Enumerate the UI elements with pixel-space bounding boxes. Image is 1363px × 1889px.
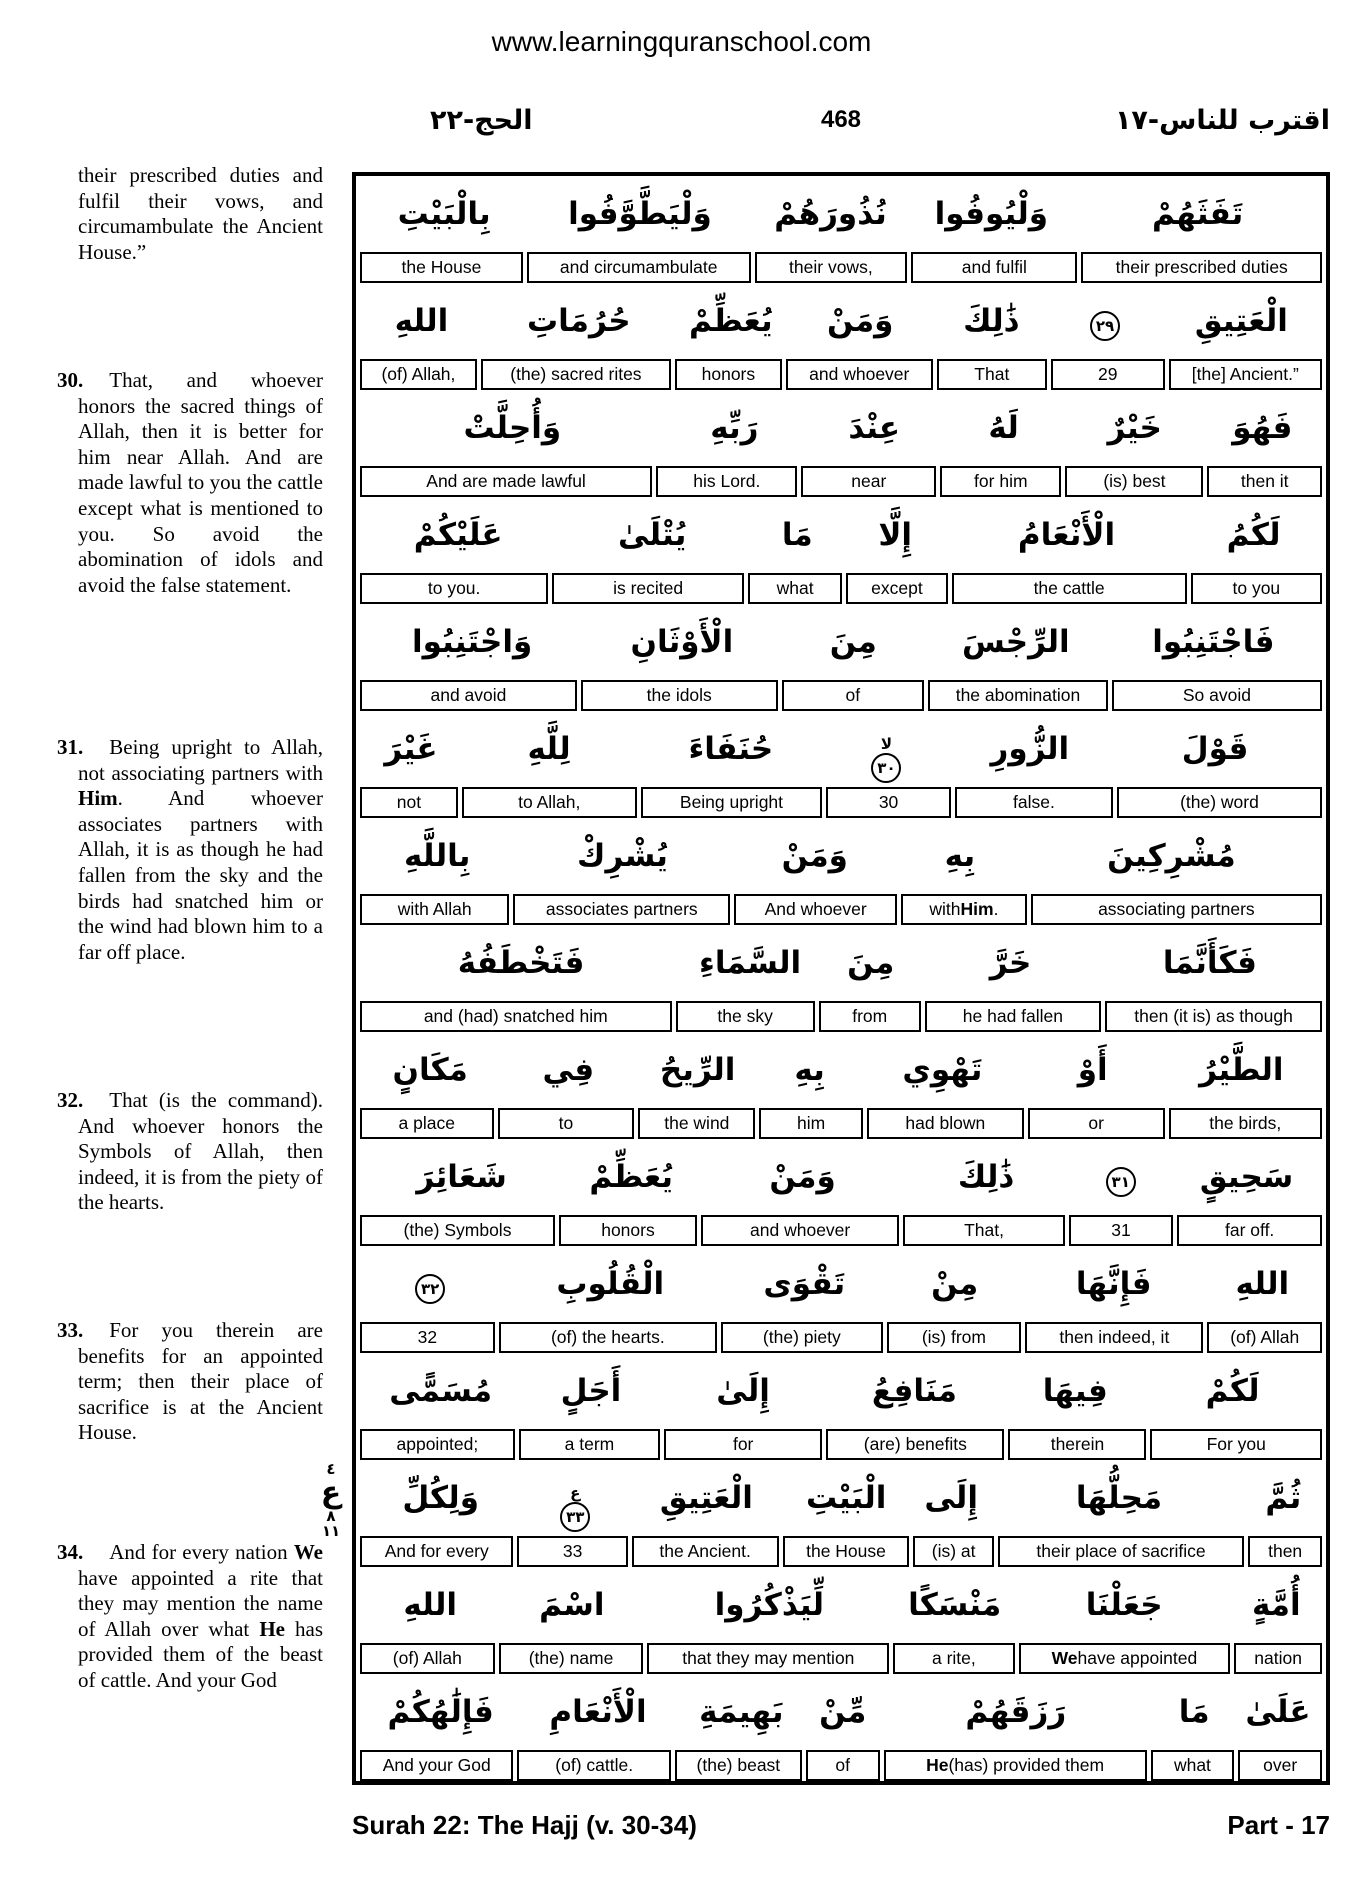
arabic-words-row (356, 1674, 1326, 1750)
translation-cell: and circumambulate (527, 252, 751, 283)
arabic-words-row (356, 283, 1326, 359)
arabic-word: الطَّيْرُ (1199, 1051, 1284, 1088)
verse-number-label: 34. (57, 1540, 84, 1564)
translation-cell: 29 (1051, 359, 1165, 390)
arabic-word: اللهِ (394, 302, 449, 339)
translation-cell: their prescribed duties (1081, 252, 1322, 283)
arabic-word: لَكُمُ (1226, 516, 1281, 553)
arabic-word: أَجَلٍ (560, 1372, 622, 1409)
surah-title-arabic: الحج-٢٢ (430, 105, 533, 137)
arabic-words-row (356, 1567, 1326, 1643)
arabic-word: اللهِ (403, 1586, 458, 1623)
translation-paragraph: 33. For you therein are benefits for an appointed term; then their place of sacrifice is at the Ancient House. (57, 1318, 323, 1445)
arabic-word: الرِّيحُ (659, 1051, 736, 1088)
verse-number-cell (824, 715, 950, 783)
word-by-word-table (352, 172, 1330, 1785)
translation-cell: [the] Ancient.” (1169, 359, 1322, 390)
translation-cell: then (it is) as though (1105, 1001, 1322, 1032)
translation-cell: (is) best (1065, 466, 1203, 497)
arabic-word: لِّيَذْكُرُوا (714, 1586, 825, 1623)
arabic-word: لَهُ (988, 409, 1019, 446)
arabic-word: حُرُمَاتِ (526, 302, 631, 339)
translation-cell: for him (940, 466, 1061, 497)
arabic-words-row (356, 1246, 1326, 1322)
translation-cells-row (356, 680, 1326, 711)
verse-row (356, 1032, 1326, 1139)
translation-cell: (the) piety (721, 1322, 882, 1353)
arabic-word: اللهِ (1235, 1265, 1290, 1302)
translation-cells-row (356, 1215, 1326, 1246)
translation-cell: (is) at (913, 1536, 993, 1567)
translation-cell: from (819, 1001, 921, 1032)
arabic-word: مَنَافِعُ (871, 1372, 957, 1409)
arabic-word: عَلَىٰ (1245, 1693, 1311, 1730)
arabic-word: وَمَنْ (769, 1158, 836, 1195)
verse-number-label: 33. (57, 1318, 84, 1342)
translation-cell: a place (360, 1108, 494, 1139)
translation-cells-row (356, 252, 1326, 283)
translation-cell: That (937, 359, 1047, 390)
arabic-word: ثُمَّ (1265, 1479, 1302, 1516)
translation-cell: And whoever (734, 894, 897, 925)
verse-row (356, 497, 1326, 604)
arabic-words-row (356, 604, 1326, 680)
translation-cell: (the) name (499, 1643, 644, 1674)
translation-cell: the birds, (1169, 1108, 1322, 1139)
arabic-word: بَهِيمَةِ (699, 1693, 784, 1730)
ruku-marker-glyph: ع (320, 1475, 342, 1510)
translation-cell: (of) Allah, (360, 359, 477, 390)
arabic-word: رَبِّهِ (710, 409, 759, 446)
translation-cell: had blown (867, 1108, 1024, 1139)
translation-cell: (the) sacred rites (481, 359, 671, 390)
arabic-word: مُشْرِكِينَ (1107, 837, 1236, 874)
page-footer (352, 1810, 1330, 1841)
arabic-words-row (356, 390, 1326, 466)
arabic-word: الْعَتِيقِ (1194, 302, 1288, 339)
translation-cell: what (748, 573, 842, 604)
translation-cell: 31 (1069, 1215, 1174, 1246)
arabic-word: مَا (781, 516, 813, 553)
verse-row (356, 390, 1326, 497)
translation-cells-row (356, 1322, 1326, 1353)
arabic-word: سَحِيقٍ (1199, 1158, 1294, 1195)
translation-cell: their vows, (755, 252, 908, 283)
translation-paragraph: 31. Being upright to Allah, not associating partners with Him. And whoever associates partners with Allah, it is as though he had fallen from the sky and the birds had snatched him or the wind had blown him to a far off place. (57, 735, 323, 964)
arabic-word: وَمَنْ (827, 302, 894, 339)
ruku-marker-glyph: ٨ (326, 1507, 336, 1525)
translation-cell: the abomination (928, 680, 1108, 711)
arabic-words-row (356, 497, 1326, 573)
translation-cells-row (356, 573, 1326, 604)
arabic-word: مَكَانٍ (392, 1051, 468, 1088)
translation-cell: (is) from (887, 1322, 1022, 1353)
verse-number-badge (560, 1486, 590, 1532)
translation-cells-row (356, 1429, 1326, 1460)
arabic-word: أَوْ (1077, 1051, 1108, 1088)
verse-row (356, 818, 1326, 925)
arabic-word: مُسَمًّى (389, 1372, 493, 1409)
translation-cell: 32 (360, 1322, 495, 1353)
translation-cells-row (356, 1001, 1326, 1032)
translation-cells-row (356, 894, 1326, 925)
footer-part-number: Part - 17 (1227, 1810, 1330, 1840)
ruku-marker-glyph: ٤ (326, 1460, 336, 1478)
translation-cells-row (356, 1108, 1326, 1139)
verse-number-badge (1090, 311, 1120, 341)
translation-cell: He (has) provided them (884, 1750, 1147, 1781)
arabic-word: تَفَثَهُمْ (1151, 195, 1244, 232)
stop-sign-mark: ع (570, 1484, 581, 1502)
arabic-word: مِنَ (829, 623, 877, 660)
translation-cell: (the) beast (675, 1750, 802, 1781)
verse-number-circle: ٣٠ (871, 753, 901, 783)
arabic-word: شَعَائِرَ (416, 1158, 507, 1195)
verse-number-cell (519, 1464, 631, 1532)
arabic-word: لَكُمْ (1205, 1372, 1260, 1409)
translation-cell: therein (1008, 1429, 1146, 1460)
translation-cell: And for every (360, 1536, 513, 1567)
translation-cell: the idols (581, 680, 778, 711)
translation-cell: (are) benefits (826, 1429, 1004, 1460)
arabic-word: وَلْيُوفُوا (934, 195, 1049, 232)
translation-cell: the Ancient. (632, 1536, 779, 1567)
verse-row (356, 925, 1326, 1032)
translation-cell: and (had) snatched him (360, 1001, 672, 1032)
arabic-word: إِلَّا (878, 516, 913, 553)
arabic-word: وَلْيَطَّوَّفُوا (568, 195, 712, 232)
verse-row (356, 1353, 1326, 1460)
arabic-word: مِنْ (931, 1265, 979, 1302)
translation-cell: and whoever (786, 359, 933, 390)
translation-cell: (the) Symbols (360, 1215, 555, 1246)
verse-number-circle: ٣٣ (560, 1502, 590, 1532)
translation-cell: him (759, 1108, 863, 1139)
translation-paragraph: 32. That (is the command). And whoever honors the Symbols of Allah, then indeed, it is from the piety of the hearts. (57, 1088, 323, 1215)
arabic-words-row (356, 1353, 1326, 1429)
translation-cell: (of) Allah (360, 1643, 495, 1674)
translation-cell: the House (783, 1536, 910, 1567)
arabic-words-row (356, 1460, 1326, 1536)
arabic-word: ذَٰلِكَ (963, 302, 1020, 339)
translation-cells-row (356, 466, 1326, 497)
translation-cell: 33 (517, 1536, 627, 1567)
translation-cell: their place of sacrifice (998, 1536, 1244, 1567)
translation-cell: And your God (360, 1750, 513, 1781)
translation-cell: and whoever (701, 1215, 899, 1246)
arabic-word: فِيهَا (1042, 1372, 1108, 1409)
arabic-words-row (356, 1032, 1326, 1108)
translation-cell: what (1151, 1750, 1235, 1781)
translation-cell: the House (360, 252, 523, 283)
arabic-word: مِنَ (847, 944, 895, 981)
arabic-word: مَا (1178, 1693, 1210, 1730)
verse-row (356, 1674, 1326, 1781)
translation-cells-row (356, 787, 1326, 818)
arabic-word: فَاجْتَنِبُوا (1152, 623, 1275, 660)
translation-cell: (of) cattle. (517, 1750, 670, 1781)
arabic-word: بِاللَّهِ (403, 837, 471, 874)
translation-paragraph: their prescribed duties and fulfil their vows, and circumambulate the Ancient House.” (78, 163, 323, 264)
translation-cell: that they may mention (647, 1643, 889, 1674)
translation-cell: to Allah, (462, 787, 637, 818)
arabic-word: بِالْبَيْتِ (397, 195, 491, 232)
arabic-word: إِلَىٰ (716, 1372, 770, 1409)
translation-cell: for (664, 1429, 822, 1460)
translation-cell: (the) word (1117, 787, 1322, 818)
translation-cell: Being upright (641, 787, 823, 818)
arabic-word: الْأَنْعَامِ (549, 1693, 647, 1730)
translation-cell: to you. (360, 573, 548, 604)
verse-number-badge (415, 1274, 445, 1304)
translation-cell: and avoid (360, 680, 577, 711)
arabic-word: الزُّورِ (990, 730, 1070, 767)
arabic-word: نُذُورَهُمْ (774, 195, 887, 232)
translation-cell: associating partners (1031, 894, 1322, 925)
translation-cell: then indeed, it (1025, 1322, 1203, 1353)
verse-row (356, 1139, 1326, 1246)
arabic-word: الْبَيْتِ (806, 1479, 887, 1516)
arabic-word: الرِّجْسَ (961, 623, 1070, 660)
page-header (352, 88, 1330, 136)
verse-number-circle: ٢٩ (1090, 311, 1120, 341)
arabic-word: يُشْرِكْ (577, 837, 668, 874)
arabic-word: خَيْرٌ (1107, 409, 1162, 446)
arabic-words-row (356, 711, 1326, 787)
verse-number-cell (1068, 1153, 1173, 1201)
arabic-word: الْعَتِيقِ (659, 1479, 753, 1516)
arabic-words-row (356, 1139, 1326, 1215)
verse-number-circle: ٣١ (1106, 1167, 1136, 1197)
verse-row (356, 1246, 1326, 1353)
arabic-word: فِي (542, 1051, 595, 1088)
arabic-word: فَإِلَٰهُكُمْ (387, 1693, 494, 1730)
translation-cell: a term (519, 1429, 660, 1460)
translation-cell: a rite, (893, 1643, 1014, 1674)
verse-number-badge (871, 737, 901, 783)
verse-number-label: 31. (57, 735, 84, 759)
stop-sign-mark: لا (880, 735, 893, 753)
translation-cell: to you (1191, 573, 1322, 604)
translation-cell: the cattle (952, 573, 1187, 604)
arabic-word: وَلِكُلِّ (402, 1479, 479, 1516)
verse-number-cell (1047, 297, 1162, 345)
translation-paragraph: 30. That, and whoever honors the sacred things of Allah, then it is better for him near Allah. And are made lawful to you the cattle except what is mentioned to you. So avoid the abomination of idols and avoid the false statement. (57, 368, 323, 597)
arabic-word: أُمَّةٍ (1251, 1586, 1301, 1623)
translation-cell: is recited (552, 573, 744, 604)
verse-row (356, 1567, 1326, 1674)
arabic-word: عِنْدَ (848, 409, 901, 446)
verse-row (356, 283, 1326, 390)
translation-cells-row (356, 1536, 1326, 1567)
translation-cell: So avoid (1112, 680, 1322, 711)
translation-cell: over (1238, 1750, 1322, 1781)
verse-number-label: 30. (57, 368, 84, 392)
arabic-word: وَأُحِلَّتْ (463, 409, 562, 446)
translation-cell: with Allah (360, 894, 509, 925)
translation-cell: For you (1150, 1429, 1322, 1460)
arabic-word: يُعَظِّمْ (589, 1158, 674, 1195)
arabic-word: وَاجْتَنِبُوا (412, 623, 533, 660)
arabic-word: وَمَنْ (781, 837, 848, 874)
arabic-words-row (356, 818, 1326, 894)
arabic-word: اسْمَ (539, 1586, 605, 1623)
translation-cell: appointed; (360, 1429, 515, 1460)
arabic-word: رَزَقَهُمْ (965, 1693, 1067, 1730)
translation-cell: with Him . (901, 894, 1027, 925)
arabic-word: جَعَلْنَا (1085, 1586, 1163, 1623)
translation-cell: then it (1207, 466, 1322, 497)
arabic-word: فَهُوَ (1232, 409, 1293, 446)
translation-cell: the sky (676, 1001, 815, 1032)
arabic-word: الْقُلُوبِ (556, 1265, 665, 1302)
arabic-word: عَلَيْكُمْ (413, 516, 503, 553)
translation-paragraph: 34. And for every nation We have appointed a rite that they may mention the name of Allah over what He has provided them of the beast of cattle. And your God (57, 1540, 324, 1692)
arabic-words-row (356, 176, 1326, 252)
translation-cell: except (846, 573, 947, 604)
translation-cell: honors (559, 1215, 697, 1246)
arabic-word: يُتْلَىٰ (618, 516, 687, 553)
translation-cell: honors (675, 359, 782, 390)
ruku-marker (312, 1462, 350, 1539)
arabic-word: الْأَنْعَامُ (1017, 516, 1116, 553)
verse-number-badge (1106, 1167, 1136, 1197)
verse-row (356, 1460, 1326, 1567)
juz-title-arabic: اقترب للناس-١٧ (1114, 105, 1330, 137)
arabic-word: مَنْسَكًا (908, 1586, 1002, 1623)
translation-cell: he had fallen (925, 1001, 1101, 1032)
translation-cells-row (356, 1643, 1326, 1674)
translation-cell: (of) Allah (1207, 1322, 1322, 1353)
translation-cell: the wind (638, 1108, 755, 1139)
translation-cell: not (360, 787, 458, 818)
translation-cell: of (806, 1750, 880, 1781)
verse-row (356, 604, 1326, 711)
translation-cell: That, (903, 1215, 1064, 1246)
translation-cell: 30 (826, 787, 951, 818)
arabic-word: فَإِنَّهَا (1075, 1265, 1152, 1302)
arabic-word: مَحِلُّهَا (1075, 1479, 1163, 1516)
arabic-word: تَهْوِي (902, 1051, 983, 1088)
arabic-word: بِهِ (794, 1051, 825, 1088)
translation-cells-row (356, 359, 1326, 390)
arabic-word: فَكَأَنَّمَا (1162, 944, 1257, 981)
verse-number-label: 32. (57, 1088, 84, 1112)
arabic-word: فَتَخْطَفُهُ (457, 944, 585, 981)
verse-row (356, 711, 1326, 818)
arabic-word: الْأَوْثَانِ (630, 623, 734, 660)
translation-cell: false. (955, 787, 1113, 818)
translation-cell: or (1028, 1108, 1165, 1139)
arabic-words-row (356, 925, 1326, 1001)
arabic-word: خَرَّ (989, 944, 1032, 981)
arabic-word: مِّنْ (819, 1693, 867, 1730)
arabic-word: إِلَى (924, 1479, 978, 1516)
translation-cell: And are made lawful (360, 466, 652, 497)
arabic-word: ذَٰلِكَ (957, 1158, 1015, 1195)
translation-cell: to (498, 1108, 635, 1139)
translation-cell: (of) the hearts. (499, 1322, 717, 1353)
footer-surah-reference: Surah 22: The Hajj (v. 30-34) (352, 1810, 697, 1840)
verse-row (356, 176, 1326, 283)
translation-cell: then (1248, 1536, 1322, 1567)
translation-cell: We have appointed (1019, 1643, 1231, 1674)
translation-column (0, 0, 352, 1889)
verse-number-cell (362, 1260, 498, 1308)
arabic-word: السَّمَاءِ (699, 944, 802, 981)
verse-number-circle: ٣٢ (415, 1274, 445, 1304)
translation-cell: of (782, 680, 925, 711)
page-number: 468 (820, 106, 862, 133)
translation-cell: his Lord. (656, 466, 797, 497)
arabic-word: حُنَفَاءَ (688, 730, 774, 767)
arabic-word: غَيْرَ (384, 730, 438, 767)
translation-cells-row (356, 1750, 1326, 1781)
translation-cell: nation (1234, 1643, 1322, 1674)
arabic-word: لِلَّهِ (527, 730, 571, 767)
arabic-word: تَقْوَى (763, 1265, 846, 1302)
translation-cell: and fulfil (911, 252, 1077, 283)
arabic-word: قَوْلَ (1181, 730, 1249, 767)
arabic-word: بِهِ (944, 837, 976, 874)
website-url: www.learningquranschool.com (491, 26, 872, 57)
arabic-word: يُعَظِّمْ (689, 302, 773, 339)
translation-cell: associates partners (513, 894, 730, 925)
translation-cell: near (801, 466, 936, 497)
translation-cell: far off. (1177, 1215, 1322, 1246)
ruku-marker-glyph: ١١ (321, 1522, 341, 1540)
